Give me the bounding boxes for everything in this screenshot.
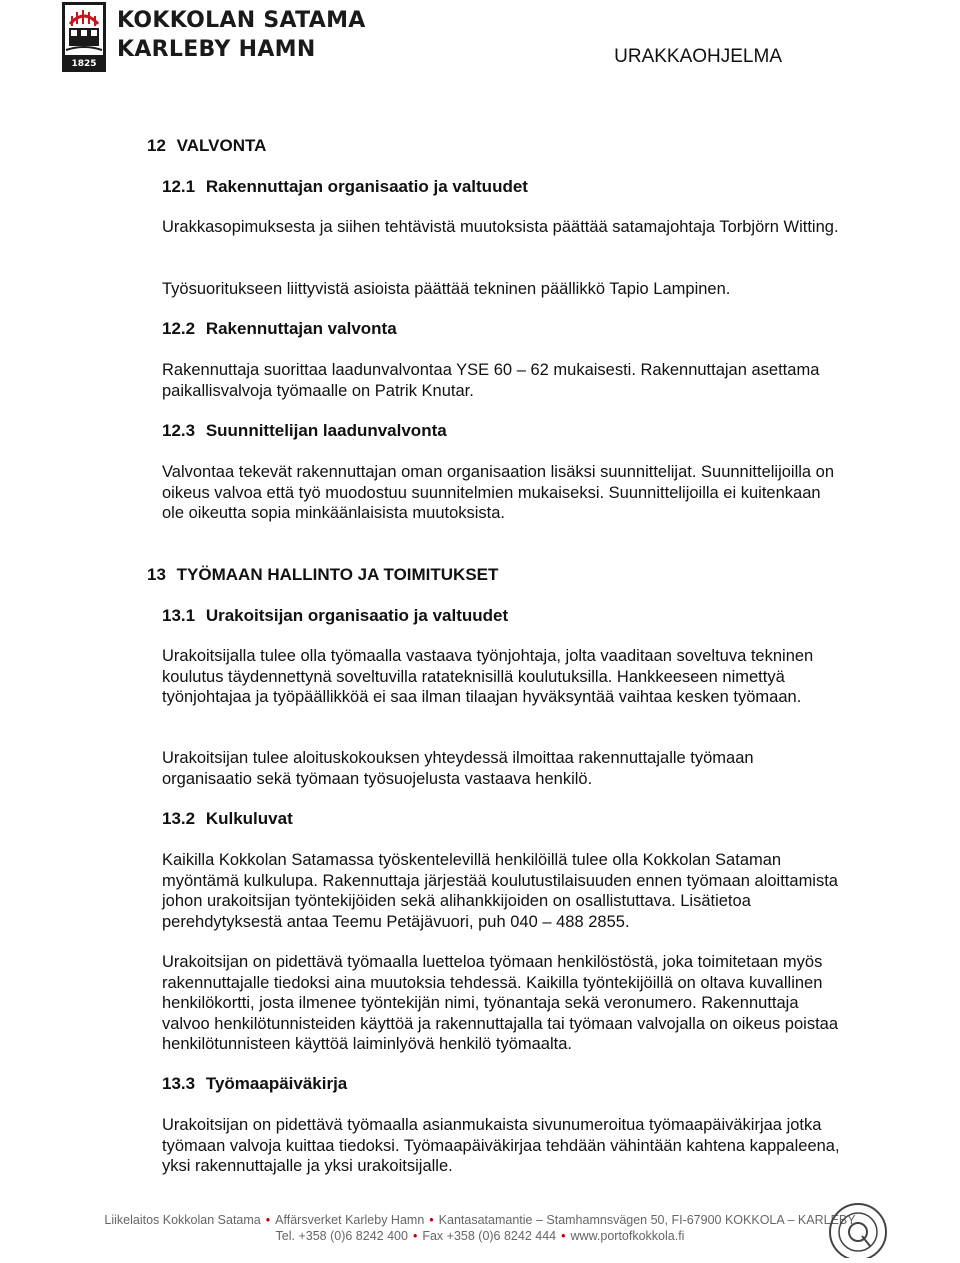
page-footer	[0, 1212, 960, 1244]
footer-line-2	[0, 1228, 960, 1244]
heading-number: 12.3	[162, 421, 196, 440]
heading-number: 12	[147, 136, 166, 155]
heading-13-2	[162, 809, 293, 829]
heading-text: Urakoitsijan organisaatio ja valtuudet	[205, 606, 509, 625]
bullet-icon: •	[561, 1229, 566, 1243]
heading-number: 13.1	[162, 606, 196, 625]
heading-text: VALVONTA	[176, 136, 267, 155]
heading-text: Kulkuluvat	[205, 809, 293, 828]
paragraph: Rakennuttaja suorittaa laadunvalvontaa YSE 60 – 62 mukaisesti. Rakennuttajan asettama paikallisvalvoja työmaalle on Patrik Knutar.	[162, 361, 820, 400]
heading-number: 13.3	[162, 1074, 196, 1093]
footer-line-1	[0, 1212, 960, 1228]
footer-org-sv: Affärsverket Karleby Hamn	[275, 1213, 425, 1227]
heading-text: Rakennuttajan valvonta	[205, 319, 397, 338]
paragraph: Urakoitsijan on pidettävä työmaalla asianmukaista sivunumeroitua työmaapäiväkirjaa jotka työmaan valvoja kuittaa tiedoksi. Työmaapäiväkirjaa tehdään vähintään kahtena kappaleena, yksi rakennuttajalle ja yksi urakoitsijalle.	[162, 1116, 840, 1175]
paragraph: Valvontaa tekevät rakennuttajan oman organisaation lisäksi suunnittelijat. Suunnittelijoilla on oikeus valvoa että työ muodostuu suunnitelmien mukaiseksi. Suunnittelijoilla ei kuitenkaan ole oikeutta sopia minkäänlaisista muutoksista.	[162, 463, 835, 522]
paragraph: Urakoitsijan on pidettävä työmaalla luetteloa työmaan henkilöstöstä, joka toimitetaan myös rakennuttajalle tiedoksi aina muutoksia tehdessä. Kaikilla työntekijöillä on oltava kuvallinen henkilökortti, josta ilmenee työntekijän nimi, työnantaja sekä veronumero. Rakennuttaja valvoo henkilötunnisteiden käyttöä ja rakennuttajalla tai työmaan valvojalla on oikeus poistaa henkilötunnisteen käyttöä laiminlyövä henkilö työmaalta.	[162, 953, 839, 1053]
brand-line-2: KARLEBY HAMN	[117, 37, 316, 62]
quality-certificate-icon	[822, 1196, 894, 1258]
company-logo	[62, 2, 106, 72]
footer-org-fi: Liikelaitos Kokkolan Satama	[104, 1213, 261, 1227]
footer-fax: Fax +358 (0)6 8242 444	[422, 1229, 557, 1243]
heading-number: 13	[147, 565, 166, 584]
brand-name	[117, 6, 366, 64]
heading-text: Rakennuttajan organisaatio ja valtuudet	[205, 177, 528, 196]
heading-text: Suunnittelijan laadunvalvonta	[205, 421, 447, 440]
brand-line-1: KOKKOLAN SATAMA	[117, 8, 366, 33]
paragraph: Työsuoritukseen liittyvistä asioista päättää tekninen päällikkö Tapio Lampinen.	[162, 280, 731, 298]
paragraph: Kaikilla Kokkolan Satamassa työskentelevillä henkilöillä tulee olla Kokkolan Sataman myöntämä kulkulupa. Rakennuttaja järjestää koulutustilaisuuden ennen työmaan aloittamista johon urakoitsijan työntekijöiden sekä alihankkijoiden on osallistuttava. Lisätietoa perehdytyksestä antaa Teemu Petäjävuori, puh 040 – 488 2855.	[162, 851, 838, 931]
document-title: URAKKAOHJELMA	[614, 46, 782, 67]
footer-address: Kantasatamantie – Stamhamnsvägen 50, FI-67900 KOKKOLA – KARLEBY	[438, 1213, 856, 1227]
heading-text: Työmaapäiväkirja	[205, 1074, 348, 1093]
paragraph: Urakoitsijalla tulee olla työmaalla vastaava työnjohtaja, jolta vaaditaan soveltuva tekninen koulutus täydennettynä soveltuvilla ratateknisillä koulutuksilla. Hankkeeseen nimettyä työnjohtajaa ja työpäällikköä ei saa ilman tilaajan hyväksyntää vaihtaa kesken työmaan.	[162, 647, 814, 706]
heading-12-1	[162, 177, 528, 197]
heading-12	[147, 136, 266, 156]
heading-text: TYÖMAAN HALLINTO JA TOIMITUKSET	[176, 565, 499, 584]
paragraph: Urakoitsijan tulee aloituskokouksen yhteydessä ilmoittaa rakennuttajalle työmaan organisaatio sekä työmaan työsuojelusta vastaava henkilö.	[162, 749, 754, 788]
heading-number: 12.1	[162, 177, 196, 196]
heading-12-2	[162, 319, 397, 339]
heading-13-3	[162, 1074, 347, 1094]
heading-12-3	[162, 421, 447, 441]
bullet-icon: •	[265, 1213, 271, 1227]
bullet-icon: •	[429, 1213, 434, 1227]
logo-year: 1825	[71, 59, 97, 69]
heading-number: 13.2	[162, 809, 196, 828]
footer-phone: Tel. +358 (0)6 8242 400	[275, 1229, 408, 1243]
paragraph: Urakkasopimuksesta ja siihen tehtävistä muutoksista päättää satamajohtaja Torbjörn Witting.	[162, 218, 839, 236]
heading-13-1	[162, 606, 508, 626]
heading-number: 12.2	[162, 319, 196, 338]
bullet-icon: •	[412, 1229, 418, 1243]
footer-website[interactable]: www.portofkokkola.fi	[570, 1229, 685, 1243]
heading-13	[147, 565, 498, 585]
